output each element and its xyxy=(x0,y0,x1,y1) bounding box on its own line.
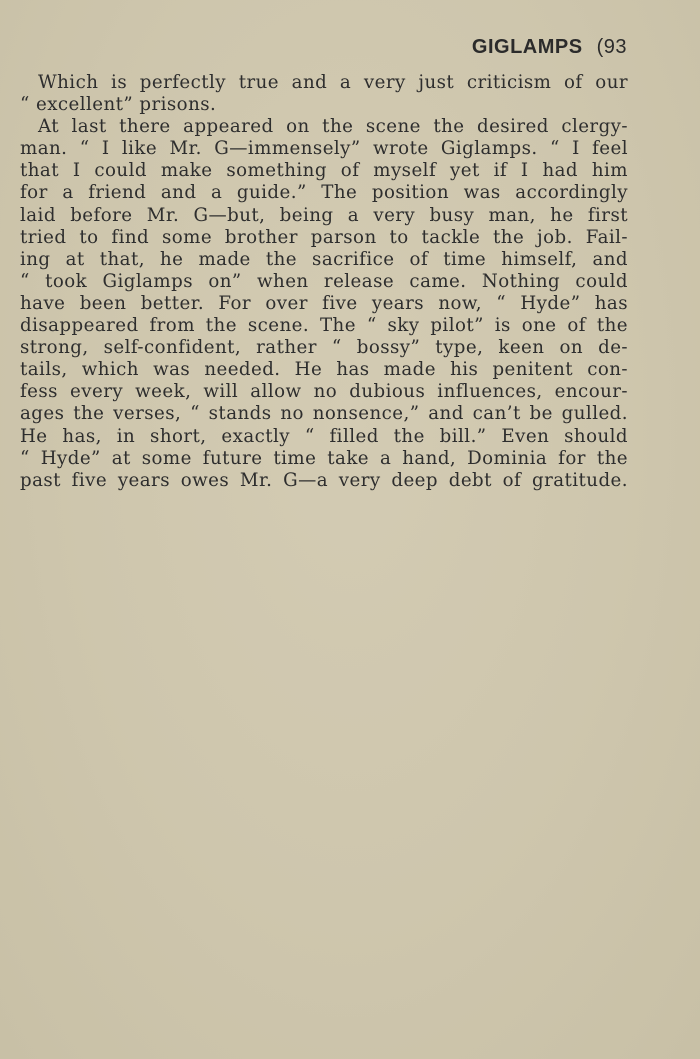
text-line: He has, in short, exactly “ filled the bill.” Even should xyxy=(20,425,628,447)
page-number: (93 xyxy=(596,36,627,58)
text-line: strong, self-confident, rather “ bossy” type, keen on de- xyxy=(20,337,628,359)
body-text xyxy=(20,72,628,492)
text-line: for a friend and a guide.” The position was accordingly xyxy=(20,182,628,204)
text-line: “ took Giglamps on” when release came. Nothing could xyxy=(20,270,628,292)
text-line: “ Hyde” at some future time take a hand, Dominia for the xyxy=(20,447,628,469)
text-line: ages the verses, “ stands no nonsence,” and can’t be gulled. xyxy=(20,403,628,425)
text-line: laid before Mr. G—but, being a very busy man, he first xyxy=(20,204,628,226)
text-line: that I could make something of myself yet if I had him xyxy=(20,160,628,182)
text-line: fess every week, will allow no dubious influences, encour- xyxy=(20,381,628,403)
text-line: past five years owes Mr. G—a very deep debt of gratitude. xyxy=(20,469,628,491)
text-line: ing at that, he made the sacrifice of time himself, and xyxy=(20,248,628,270)
running-title: GIGLAMPS xyxy=(471,36,583,58)
text-line: “ excellent” prisons. xyxy=(20,94,217,116)
text-line: Which is perfectly true and a very just criticism of our xyxy=(38,72,628,93)
running-head xyxy=(472,36,627,59)
text-line: man. “ I like Mr. G—immensely” wrote Giglamps. “ I feel xyxy=(20,138,628,160)
text-line: have been better. For over five years now, “ Hyde” has xyxy=(20,292,628,314)
text-line: At last there appeared on the scene the desired clergy- xyxy=(38,116,628,138)
text-line: tried to find some brother parson to tackle the job. Fail- xyxy=(20,226,628,248)
text-line: tails, which was needed. He has made his penitent con- xyxy=(20,359,628,381)
text-line: disappeared from the scene. The “ sky pilot” is one of the xyxy=(20,315,628,337)
